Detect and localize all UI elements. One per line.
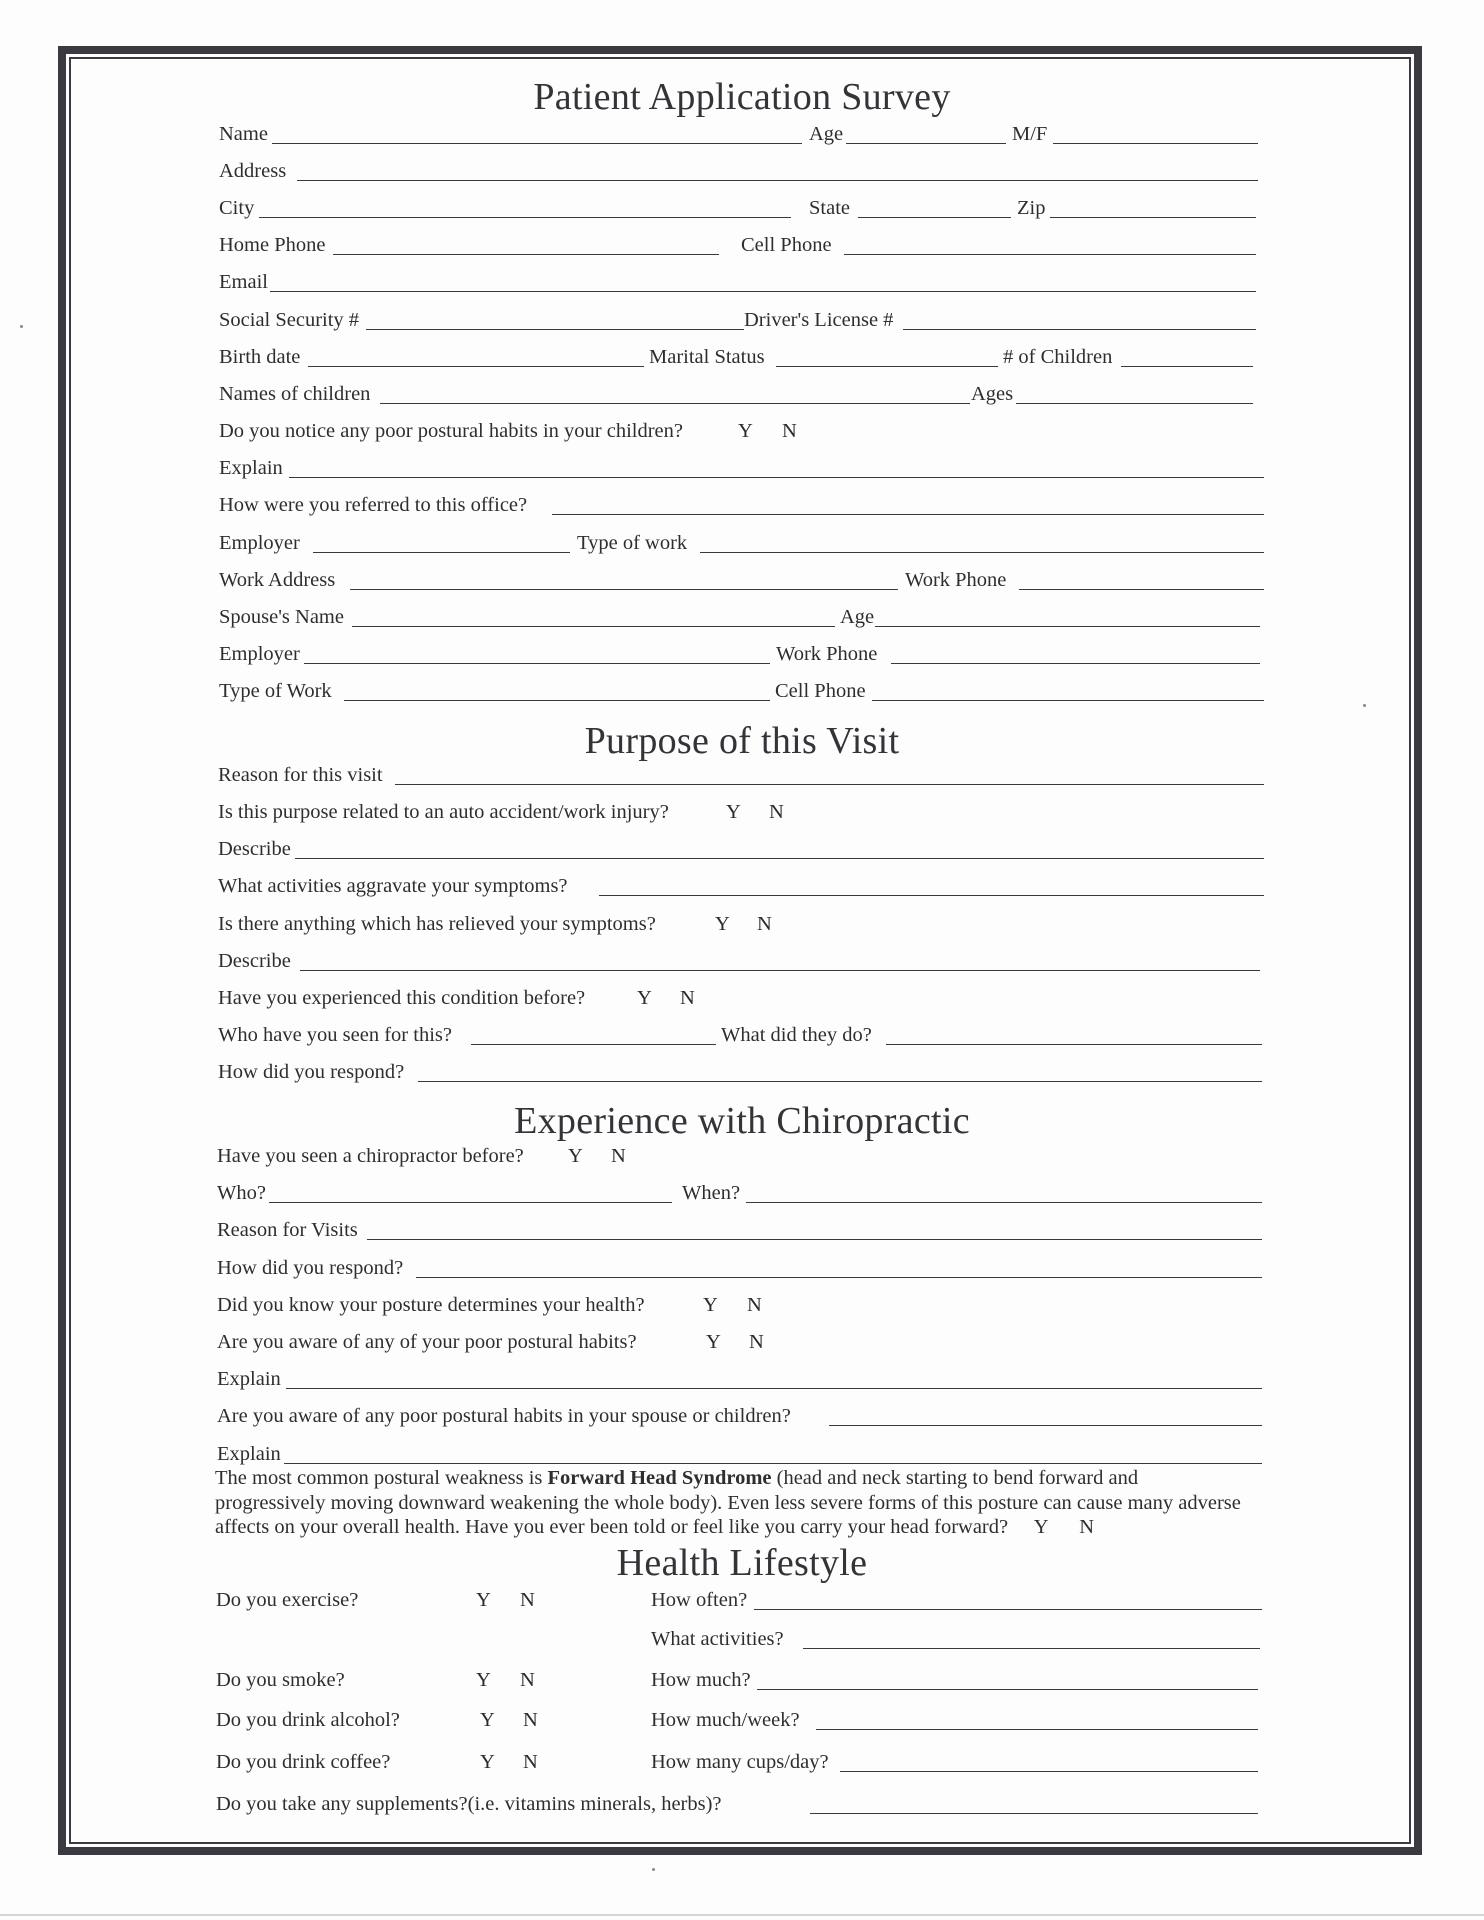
aware-own-no[interactable]: N [749,1331,764,1353]
label-work-phone: Work Phone [905,569,1007,591]
label-name: Name [219,123,268,145]
ages-field[interactable] [1016,403,1253,404]
question-posture-health: Did you know your posture determines your health? [217,1294,645,1316]
row-children-names [0,384,1484,412]
names-of-children-field[interactable] [380,403,970,404]
heading-purpose: Purpose of this Visit [584,720,900,762]
spouse-cell-phone-field[interactable] [872,700,1264,701]
row-respond-1 [0,1062,1484,1090]
ssn-field[interactable] [366,329,744,330]
row-relieved [0,914,1484,942]
row-referred [0,495,1484,523]
row-work-address [0,570,1484,598]
question-aware-own: Are you aware of any of your poor postural habits? [217,1331,637,1353]
auto-accident-yes[interactable]: Y [726,801,741,823]
work-address-field[interactable] [350,589,898,590]
row-seen-chiro [0,1146,1484,1174]
label-cups-day: How many cups/day? [651,1751,829,1773]
question-relieved: Is there anything which has relieved your symptoms? [218,913,656,935]
forward-head-syndrome-term: Forward Head Syndrome [547,1467,772,1489]
posture-health-no[interactable]: N [747,1294,762,1316]
row-exercise [0,1590,1484,1618]
age-field[interactable] [846,143,1006,144]
question-coffee: Do you drink coffee? [216,1751,391,1773]
respond-2-field[interactable] [416,1277,1262,1278]
question-who-seen: Who have you seen for this? [218,1024,452,1046]
label-address: Address [219,160,287,182]
aware-family-field[interactable] [829,1425,1262,1426]
relieved-yes[interactable]: Y [715,913,730,935]
exercise-no[interactable]: N [520,1589,535,1611]
label-zip: Zip [1017,197,1046,219]
exercise-yes[interactable]: Y [476,1589,491,1611]
row-who-when [0,1183,1484,1211]
explain-3-field[interactable] [284,1463,1262,1464]
question-smoke: Do you smoke? [216,1669,345,1691]
row-address [0,161,1484,189]
label-city: City [219,197,255,219]
relieved-no[interactable]: N [757,913,772,935]
label-state: State [809,197,850,219]
label-reason-visits: Reason for Visits [217,1219,358,1241]
question-what-did: What did they do? [721,1024,872,1046]
city-field[interactable] [259,217,791,218]
address-field[interactable] [297,180,1258,181]
aggravate-field[interactable] [599,895,1264,896]
question-alcohol: Do you drink alcohol? [216,1709,400,1731]
label-cell-phone: Cell Phone [741,234,832,256]
row-condition-before [0,988,1484,1016]
row-posture-health [0,1295,1484,1323]
seen-chiropractor-yes[interactable]: Y [568,1145,583,1167]
row-aware-family [0,1406,1484,1434]
row-ids [0,310,1484,338]
question-auto-accident: Is this purpose related to an auto accident/work injury? [218,801,669,823]
drivers-license-field[interactable] [903,329,1256,330]
question-children-postural: Do you notice any poor postural habits in your children? [219,420,683,442]
heading-chiropractic: Experience with Chiropractic [514,1100,970,1142]
row-email [0,272,1484,300]
spouse-type-of-work-field[interactable] [344,700,770,701]
label-explain-2: Explain [217,1368,281,1390]
describe-2-field[interactable] [300,970,1260,971]
label-describe: Describe [218,838,291,860]
marital-status-field[interactable] [776,366,998,367]
auto-accident-no[interactable]: N [769,801,784,823]
how-much-field[interactable] [757,1689,1258,1690]
mf-field[interactable] [1053,143,1258,144]
when-field[interactable] [746,1202,1262,1203]
row-alcohol [0,1710,1484,1738]
label-work-address: Work Address [219,569,336,591]
smoke-yes[interactable]: Y [476,1669,491,1691]
label-spouse-age: Age [840,606,875,628]
row-explain-2 [0,1369,1484,1397]
row-city [0,198,1484,226]
label-spouse-work-phone: Work Phone [776,643,878,665]
row-who-seen [0,1025,1484,1053]
label-how-often: How often? [651,1589,748,1611]
num-children-field[interactable] [1121,366,1253,367]
label-how-much: How much? [651,1669,751,1691]
question-supplements: Do you take any supplements?(i.e. vitamins minerals, herbs)? [216,1793,722,1815]
home-phone-field[interactable] [333,254,719,255]
question-seen-chiropractor: Have you seen a chiropractor before? [217,1145,524,1167]
label-spouse-type-of-work: Type of Work [219,680,332,702]
label-what-activities: What activities? [651,1628,784,1650]
what-did-field[interactable] [886,1044,1262,1045]
supplements-field[interactable] [810,1813,1258,1814]
condition-before-no[interactable]: N [680,987,695,1009]
heading-lifestyle: Health Lifestyle [616,1542,868,1584]
label-email: Email [219,271,268,293]
respond-field[interactable] [418,1081,1262,1082]
what-activities-field[interactable] [803,1648,1260,1649]
label-how-much-week: How much/week? [651,1709,800,1731]
row-name [0,124,1484,152]
spouse-age-field[interactable] [875,626,1260,627]
question-referred: How were you referred to this office? [219,494,528,516]
row-children-postural [0,421,1484,449]
label-num-children: # of Children [1003,346,1113,368]
label-home-phone: Home Phone [219,234,326,256]
reason-visits-field[interactable] [367,1239,1262,1240]
row-auto-accident [0,802,1484,830]
label-who: Who? [217,1182,266,1204]
coffee-no[interactable]: N [523,1751,538,1773]
question-condition-before: Have you experienced this condition before? [218,987,586,1009]
birth-date-field[interactable] [308,366,644,367]
employer-field[interactable] [313,552,570,553]
label-spouse-name: Spouse's Name [219,606,344,628]
head-forward-yes[interactable]: Y [1033,1516,1049,1538]
question-respond: How did you respond? [218,1061,405,1083]
question-respond-2: How did you respond? [217,1257,404,1279]
explain-field[interactable] [289,477,1264,478]
form-title: Patient Application Survey [533,76,951,118]
how-much-week-field[interactable] [816,1729,1258,1730]
alcohol-yes[interactable]: Y [480,1709,495,1731]
spouse-work-phone-field[interactable] [891,663,1260,664]
label-explain-3: Explain [217,1443,281,1465]
alcohol-no[interactable]: N [523,1709,538,1731]
label-when: When? [682,1182,741,1204]
label-marital-status: Marital Status [649,346,765,368]
name-field[interactable] [272,143,802,144]
row-reason [0,765,1484,793]
label-birth-date: Birth date [219,346,301,368]
seen-chiropractor-no[interactable]: N [611,1145,626,1167]
children-postural-no[interactable]: N [782,420,797,442]
row-explain-1 [0,458,1484,486]
label-ages: Ages [971,383,1014,405]
scan-edge [0,1914,1484,1916]
how-often-field[interactable] [754,1609,1262,1610]
type-of-work-field[interactable] [700,552,1264,553]
label-reason: Reason for this visit [218,764,383,786]
row-describe-2 [0,951,1484,979]
label-drivers-license: Driver's License # [744,309,894,331]
question-aggravate: What activities aggravate your symptoms? [218,875,568,897]
label-describe-2: Describe [218,950,291,972]
row-spouse-type-of-work [0,681,1484,709]
row-spouse-employer [0,644,1484,672]
label-type-of-work: Type of work [577,532,688,554]
state-field[interactable] [858,217,1011,218]
scan-speck [652,1868,655,1871]
label-age: Age [809,123,844,145]
row-respond-2 [0,1258,1484,1286]
label-mf: M/F [1012,123,1048,145]
describe-field[interactable] [295,858,1264,859]
question-exercise: Do you exercise? [216,1589,359,1611]
work-phone-field[interactable] [1019,589,1264,590]
question-aware-family: Are you aware of any poor postural habits in your spouse or children? [217,1405,791,1427]
who-seen-field[interactable] [471,1044,716,1045]
label-explain: Explain [219,457,283,479]
smoke-no[interactable]: N [520,1669,535,1691]
row-birth [0,347,1484,375]
posture-health-yes[interactable]: Y [703,1294,718,1316]
email-field[interactable] [270,291,1256,292]
row-employer [0,533,1484,561]
explain-2-field[interactable] [286,1388,1262,1389]
spouse-employer-field[interactable] [304,663,770,664]
label-spouse-cell-phone: Cell Phone [775,680,866,702]
children-postural-yes[interactable]: Y [738,420,753,442]
row-coffee [0,1752,1484,1780]
row-smoke [0,1670,1484,1698]
forward-head-paragraph [215,1466,1245,1540]
referred-field[interactable] [552,514,1264,515]
row-phones [0,235,1484,263]
row-supplements [0,1794,1484,1822]
label-employer: Employer [219,532,300,554]
row-activities [0,1629,1484,1657]
row-describe-1 [0,839,1484,867]
reason-field[interactable] [395,784,1264,785]
coffee-yes[interactable]: Y [480,1751,495,1773]
spouse-name-field[interactable] [352,626,835,627]
aware-own-yes[interactable]: Y [706,1331,721,1353]
cups-day-field[interactable] [840,1771,1258,1772]
paragraph-text-1: The most common postural weakness is [215,1467,548,1489]
row-spouse [0,607,1484,635]
row-reason-visits [0,1220,1484,1248]
paragraph-text-2: (head and neck starting to bend forward and progressively moving downward weakening the whole body). Even less severe forms of this posture can cause many adverse affects on your overall health. Have you ever been told or feel like you carry your head forward? [215,1467,1241,1538]
zip-field[interactable] [1050,217,1256,218]
who-field[interactable] [269,1202,672,1203]
cell-phone-field[interactable] [844,254,1256,255]
label-spouse-employer: Employer [219,643,300,665]
row-aware-own [0,1332,1484,1360]
row-aggravate [0,876,1484,904]
condition-before-yes[interactable]: Y [637,987,652,1009]
label-names-of-children: Names of children [219,383,371,405]
label-ssn: Social Security # [219,309,360,331]
head-forward-no[interactable]: N [1079,1516,1095,1538]
